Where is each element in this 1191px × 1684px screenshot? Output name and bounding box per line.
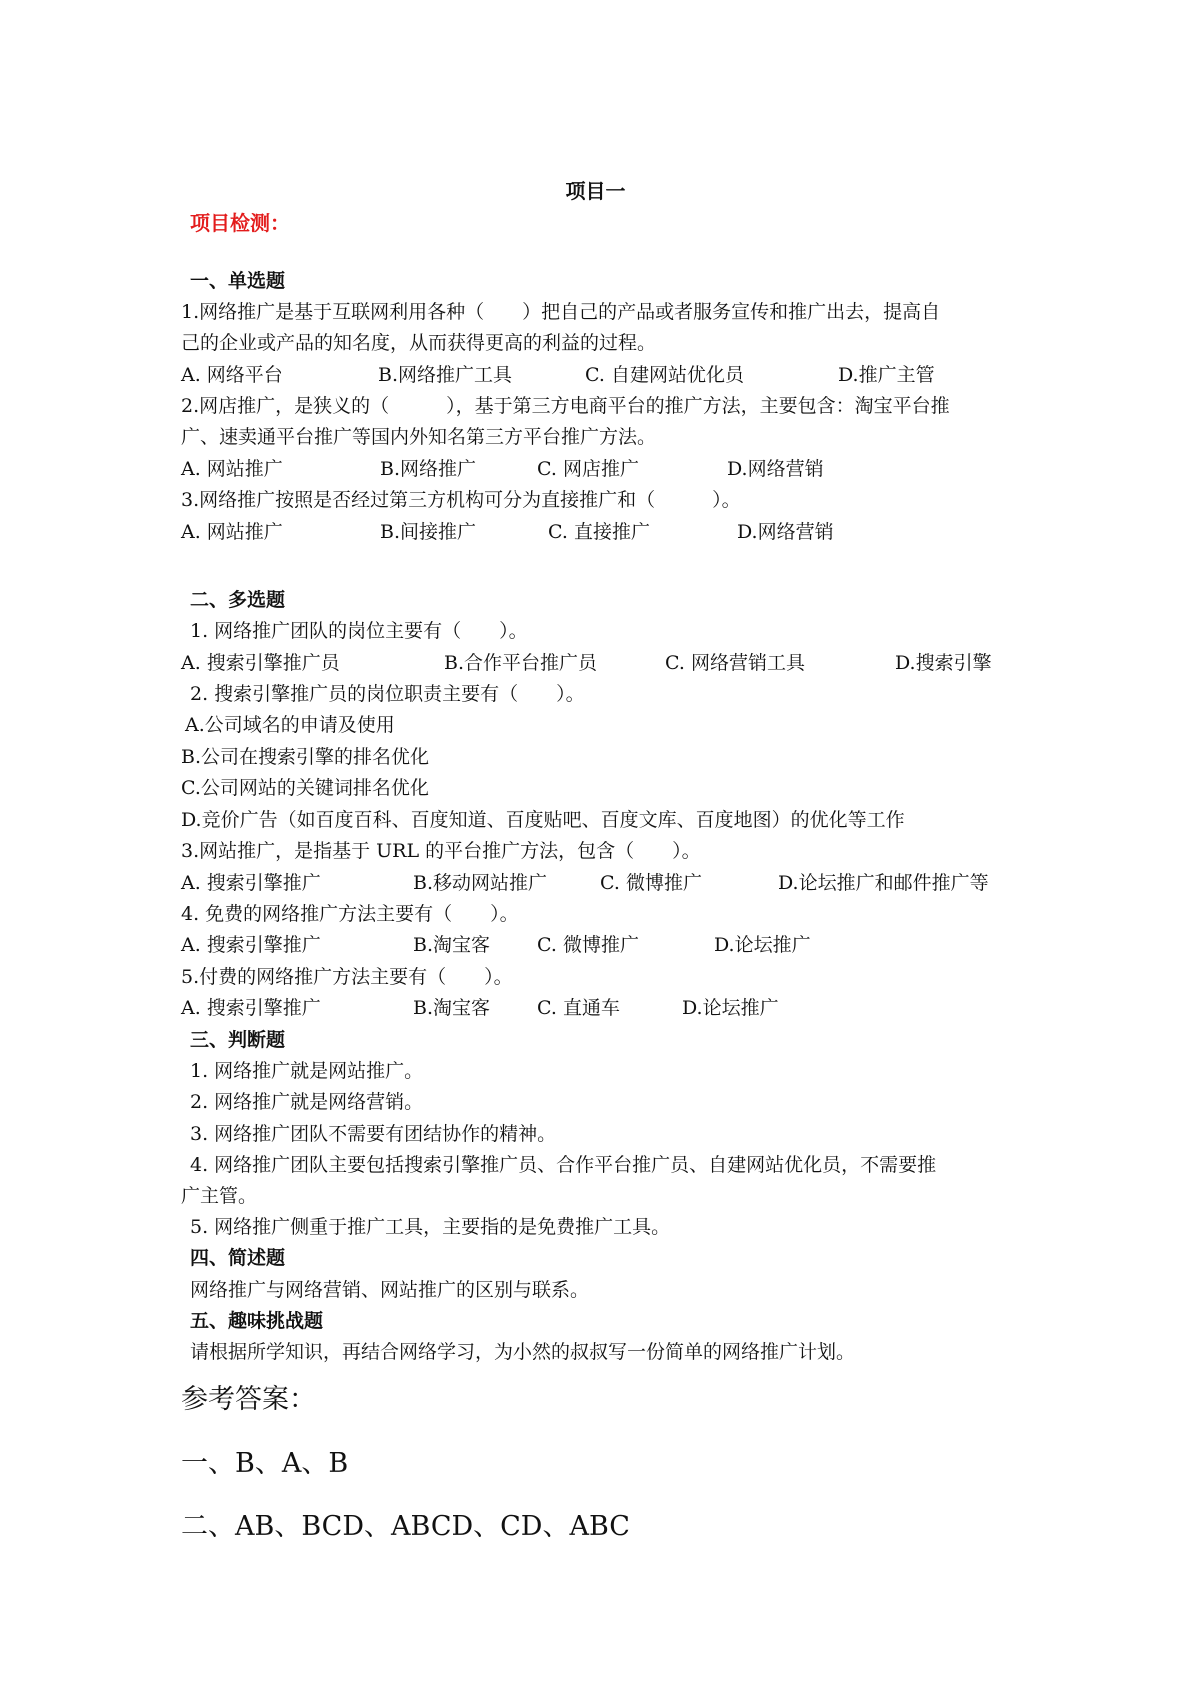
option: C. 直通车 [537, 997, 620, 1019]
tf-item-2: 2. 网络推广就是网络营销。 [190, 1091, 424, 1113]
option: B.移动网站推广 [413, 872, 548, 894]
option: C. 微博推广 [600, 872, 702, 894]
option: A. 网络平台 [181, 364, 283, 386]
section-4-heading: 四、简述题 [190, 1247, 286, 1269]
tf-item-4-cont: 广主管。 [181, 1185, 258, 1207]
answer-1: 一、B、A、B [181, 1448, 349, 1479]
q1-text: 1.网络推广是基于互联网利用各种（ ）把自己的产品或者服务宣传和推广出去，提高自 [181, 301, 941, 323]
tf-item-1: 1. 网络推广就是网站推广。 [190, 1060, 424, 1082]
option: C. 网络营销工具 [665, 652, 805, 674]
mq2-option-a: A.公司域名的申请及使用 [185, 714, 395, 736]
option: A. 网站推广 [181, 521, 283, 543]
option: C. 网店推广 [537, 458, 639, 480]
option: B.网络推广工具 [378, 364, 513, 386]
mq2-option-c: C.公司网站的关键词排名优化 [181, 777, 429, 799]
option: D.论坛推广 [682, 997, 779, 1019]
mq2-text: 2. 搜索引擎推广员的岗位职责主要有（ ）。 [190, 683, 585, 705]
option: C. 自建网站优化员 [585, 364, 744, 386]
mq3-text: 3.网站推广，是指基于 URL 的平台推广方法，包含（ ）。 [181, 840, 701, 862]
check-label: 项目检测： [190, 211, 290, 235]
option: A. 网站推广 [181, 458, 283, 480]
mq4-text: 4. 免费的网络推广方法主要有（ ）。 [181, 903, 519, 925]
mq5-text: 5.付费的网络推广方法主要有（ ）。 [181, 966, 513, 988]
option: A. 搜索引擎推广 [181, 934, 321, 956]
option: B.间接推广 [380, 521, 477, 543]
section-1-heading: 一、单选题 [190, 270, 286, 292]
section-2-heading: 二、多选题 [190, 589, 286, 611]
option: C. 直接推广 [548, 521, 650, 543]
option: D.论坛推广 [714, 934, 811, 956]
option: C. 微博推广 [537, 934, 639, 956]
q3-text: 3.网络推广按照是否经过第三方机构可分为直接推广和（ ）。 [181, 489, 741, 511]
section-3-heading: 三、判断题 [190, 1029, 286, 1051]
answers-heading: 参考答案： [181, 1384, 316, 1415]
tf-item-4: 4. 网络推广团队主要包括搜索引擎推广员、合作平台推广员、自建网站优化员，不需要推 [190, 1154, 937, 1176]
q1-text-cont: 己的企业或产品的知名度，从而获得更高的利益的过程。 [181, 332, 657, 354]
option: B.合作平台推广员 [444, 652, 598, 674]
mq1-text: 1. 网络推广团队的岗位主要有（ ）。 [190, 620, 528, 642]
tf-item-3: 3. 网络推广团队不需要有团结协作的精神。 [190, 1123, 557, 1145]
option: D.网络营销 [737, 521, 834, 543]
option: A. 搜索引擎推广员 [181, 652, 340, 674]
answer-2: 二、AB、BCD、ABCD、CD、ABC [181, 1511, 630, 1542]
option: B.淘宝客 [413, 997, 491, 1019]
mq2-option-d: D.竞价广告（如百度百科、百度知道、百度贴吧、百度文库、百度地图）的优化等工作 [181, 809, 905, 831]
mq2-option-b: B.公司在搜索引擎的排名优化 [181, 746, 430, 768]
q2-text-cont: 广、速卖通平台推广等国内外知名第三方平台推广方法。 [181, 426, 657, 448]
option: B.淘宝客 [413, 934, 491, 956]
option: D.论坛推广和邮件推广等 [778, 872, 989, 894]
option: A. 搜索引擎推广 [181, 997, 321, 1019]
section-5-heading: 五、趣味挑战题 [190, 1310, 324, 1332]
page-title: 项目一 [565, 179, 626, 203]
q2-text: 2.网店推广，是狭义的（ ），基于第三方电商平台的推广方法，主要包含：淘宝平台推 [181, 395, 950, 417]
tf-item-5: 5. 网络推广侧重于推广工具，主要指的是免费推广工具。 [190, 1216, 671, 1238]
option: D.推广主管 [838, 364, 935, 386]
option: A. 搜索引擎推广 [181, 872, 321, 894]
option: D.搜索引擎 [895, 652, 992, 674]
option: B.网络推广 [380, 458, 477, 480]
section-5-text: 请根据所学知识，再结合网络学习，为小然的叔叔写一份简单的网络推广计划。 [190, 1341, 856, 1363]
section-4-text: 网络推广与网络营销、网站推广的区别与联系。 [190, 1279, 590, 1301]
option: D.网络营销 [727, 458, 824, 480]
